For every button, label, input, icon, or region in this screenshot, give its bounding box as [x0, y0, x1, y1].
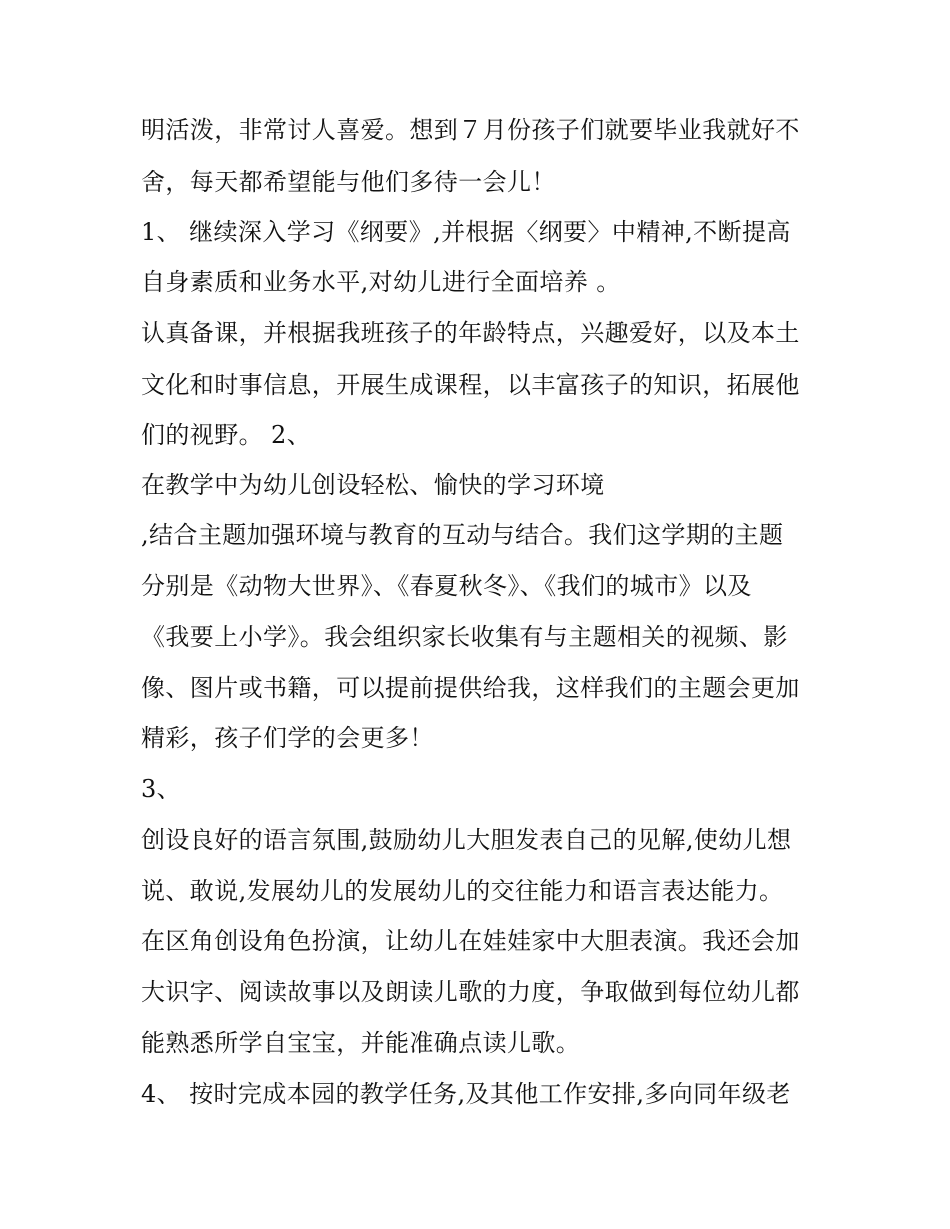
- text-line: ,结合主题加强环境与教育的互动与结合。我们这学期的主题: [141, 521, 784, 549]
- text-line: 在教学中为幼儿创设轻松、愉快的学习环境: [141, 471, 605, 499]
- text-line: 文化和时事信息，开展生成课程，以丰富孩子的知识，拓展他: [141, 371, 800, 399]
- text-line: 像、图片或书籍，可以提前提供给我，这样我们的主题会更加: [141, 674, 800, 702]
- text-line: 能熟悉所学自宝宝，并能准确点读儿歌。: [141, 1029, 581, 1057]
- text-line: 自身素质和业务水平,对幼儿进行全面培养 。: [141, 268, 621, 296]
- text-line: 舍，每天都希望能与他们多待一会儿！: [141, 168, 556, 196]
- text-line: 大识字、阅读故事以及朗读儿歌的力度，争取做到每位幼儿都: [141, 978, 800, 1006]
- text-line: 说、敢说,发展幼儿的发展幼儿的交往能力和语言表达能力。: [141, 877, 784, 905]
- text-line: 精彩，孩子们学的会更多！: [141, 724, 434, 752]
- text-line: 在区角创设角色扮演，让幼儿在娃娃家中大胆表演。我还会加: [141, 927, 800, 955]
- text-line: 1、 继续深入学习《纲要》,并根据〈纲要〉中精神,不断提高: [141, 218, 791, 246]
- text-line: 3、: [141, 775, 182, 803]
- text-line: 4、 按时完成本园的教学任务,及其他工作安排,多向同年级老: [141, 1080, 791, 1108]
- text-line: 们的视野。 2、: [141, 421, 312, 449]
- text-line: 认真备课，并根据我班孩子的年龄特点，兴趣爱好，以及本土: [141, 319, 800, 347]
- text-line: 分别是《动物大世界》、《春夏秋冬》、《我们的城市》以及: [141, 572, 752, 600]
- text-line: 创设良好的语言氛围,鼓励幼儿大胆发表自己的见解,使幼儿想: [141, 826, 792, 854]
- text-line: 《我要上小学》。我会组织家长收集有与主题相关的视频、影: [141, 623, 788, 651]
- text-line: 明活泼，非常讨人喜爱。想到７月份孩子们就要毕业我就好不: [141, 116, 800, 144]
